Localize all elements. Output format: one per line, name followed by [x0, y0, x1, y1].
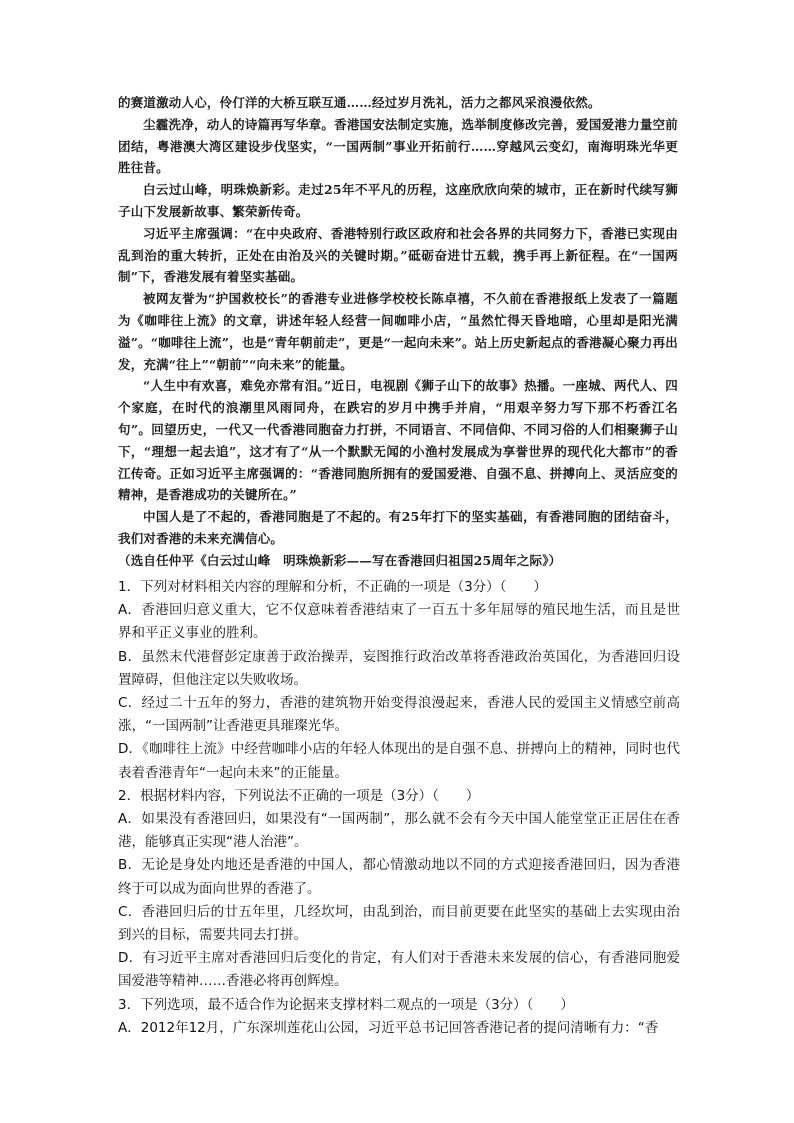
passage-source: （选自任仲平《白云过山峰 明珠焕新彩——写在香港回归祖国25周年之际》） [118, 552, 562, 568]
passage-paragraph: 被网友誉为“护国救校长”的香港专业进修学校校长陈卓禧，不久前在香港报纸上发表了一篇题为《咖啡往上流》的文章，讲述年轻人经营一间咖啡小店，“虽然忙得天昏地暗，心里却是阳光满溢”。“咖啡往上流”，也是“青年朝前走”，更是“一起向未来”。站上历史新起点的香港凝心聚力再出发，充满“往上”“朝前”“向未来”的能量。 [118, 291, 678, 372]
passage-paragraph: 的赛道激动人心，伶仃洋的大桥互联互通……经过岁月洗礼，活力之都风采浪漫依然。 [118, 95, 601, 110]
answer-option: A．2012年12月，广东深圳莲花山公园，习近平总书记回答香港记者的提问清晰有力：“香 [118, 1019, 659, 1036]
question-stem: 2．根据材料内容，下列说法不正确的一项是（3分）（ ） [118, 787, 480, 804]
reading-passage [118, 92, 678, 572]
answer-option: A．香港回归意义重大，它不仅意味着香港结束了一百五十多年屈辱的殖民地生活，而且是世界和平正义事业的胜利。 [118, 602, 680, 642]
passage-paragraph: 尘霾洗净，动人的诗篇再写华章。香港国安法制定实施，选举制度修改完善，爱国爱港力量空前团结，粤港澳大湾区建设步伐坚实，“一国两制”事业开拓前行……穿越风云变幻，南海明珠光华更胜往昔。 [118, 116, 678, 176]
answer-option: C．经过二十五年的努力，香港的建筑物开始变得浪漫起来，香港人民的爱国主义情感空前高涨，“一国两制”让香港更具璀璨光华。 [118, 695, 680, 735]
passage-paragraph: 白云过山峰，明珠焕新彩。走过25年不平凡的历程，这座欣欣向荣的城市，正在新时代续写狮子山下发展新故事、繁荣新传奇。 [118, 182, 678, 219]
answer-option: D．有习近平主席对香港回归后变化的肯定，有人们对于香港未来发展的信心，有香港同胞爱国爱港等精神……香港必将再创辉煌。 [118, 950, 680, 990]
answer-option: D．《咖啡往上流》中经营咖啡小店的年轻人体现出的是自强不息、拼搏向上的精神，同时也代表着香港青年“一起向未来”的正能量。 [118, 741, 680, 781]
passage-paragraph: “人生中有欢喜，难免亦常有泪。”近日，电视剧《狮子山下的故事》热播。一座城、两代人、四个家庭，在时代的浪潮里风雨同舟，在跌宕的岁月中携手并肩，“用艰辛努力写下那不朽香江名句”。回望历史，一代又一代香港同胞奋力打拼，不同语言、不同信仰、不同习俗的人们相聚狮子山下，“理想一起去追”，这才有了“从一个默默无闻的小渔村发展成为享誉世界的现代化大都市”的香江传奇。正如习近平主席强调的：“香港同胞所拥有的爱国爱港、自强不息、拼搏向上、灵活应变的精神，是香港成功的关键所在。” [118, 378, 678, 503]
question-stem: 1．下列对材料相关内容的理解和分析，不正确的一项是（3分）（ ） [118, 579, 547, 595]
answer-option: B．无论是身处内地还是香港的中国人，都心情激动地以不同的方式迎接香港回归，因为香港终于可以成为面向世界的香港了。 [118, 857, 680, 897]
answer-option: C．香港回归后的廿五年里，几经坎坷，由乱到治，而目前更要在此坚实的基础上去实现由治到兴的目标，需要共同去打拼。 [118, 903, 680, 944]
passage-paragraph: 习近平主席强调：“在中央政府、香港特别行政区政府和社会各界的共同努力下，香港已实现由乱到治的重大转折，正处在由治及兴的关键时期。”砥砺奋进廿五载，携手再上新征程。在“一国两制”下，香港发展有着坚实基础。 [118, 225, 678, 285]
answer-option: B．虽然末代港督彭定康善于政治操弄，妄图推行政治改革将香港政治英国化，为香港回归设置障碍，但他注定以失败收场。 [118, 648, 680, 688]
question-stem: 3．下列选项，最不适合作为论据来支撑材料二观点的一项是（3分）（ ） [118, 996, 574, 1013]
answer-option: A．如果没有香港回归，如果没有“一国两制”，那么就不会有今天中国人能堂堂正正居住在香港，能够真正实现“港人治港”。 [118, 811, 680, 851]
passage-paragraph: 中国人是了不起的，香港同胞是了不起的。有25年打下的坚实基础，有香港同胞的团结奋斗，我们对香港的未来充满信心。 [118, 509, 678, 546]
question-section [118, 576, 680, 1040]
